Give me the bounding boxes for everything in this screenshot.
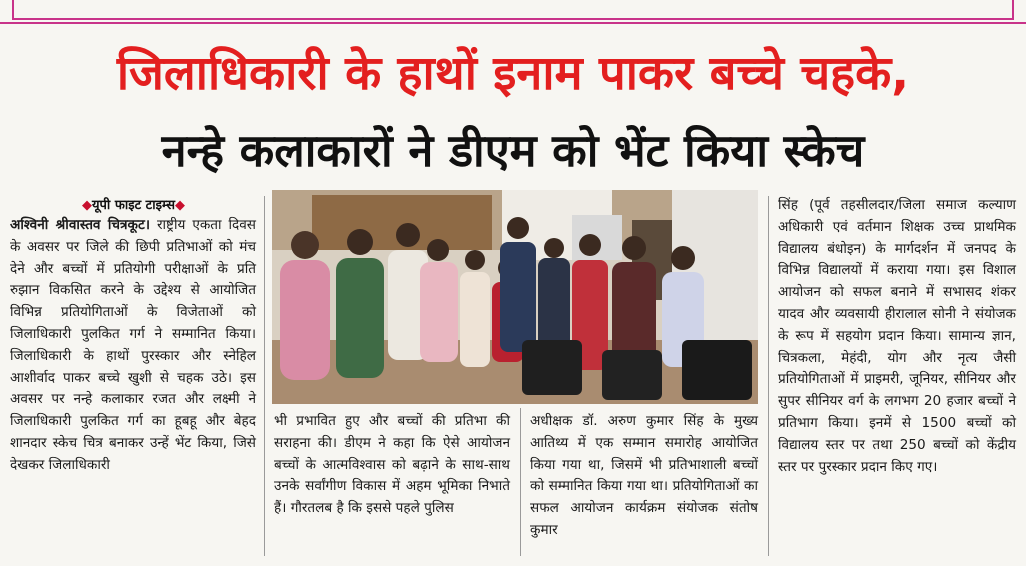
article-column-2 [274, 411, 510, 520]
source-tag [82, 195, 185, 213]
column-1-text: राष्ट्रीय एकता दिवस के अवसर पर जिले की छिपी प्रतिभाओं को मंच देने और बच्चों में प्रतियोगी परीक्षाओं के प्रति रुझान विकसित करने के उद्देश्य से आयोजित विभिन्न प्रतियोगिताओं के विजेताओं को जिलाधिकारी पुलकित गर्ग ने सम्मानित किया। जिलाधिकारी के हाथों पुरस्कार और स्नेहिल आशीर्वाद पाकर बच्चे खुशी से चहक उठे। इस अवसर पर नन्हे कलाकार रजत और लक्ष्मी ने जिलाधिकारी पुलकित गर्ग का हूबहू और बेहद शानदार स्केच चित्र बनाकर उन्हें भेंट किया, जिसे देखकर जिलाधिकारी [10, 217, 256, 473]
top-border-box [12, 0, 1014, 20]
top-border-strip [0, 0, 1026, 24]
column-2-text: भी प्रभावित हुए और बच्चों की प्रतिभा की सराहना की। डीएम ने कहा कि ऐसे आयोजन बच्चों के आत्मविश्वास को बढ़ाने के साथ-साथ उनके सर्वांगीण विकास में अहम भूमिका निभाते हैं। गौरतलब है कि इससे पहले पुलिस [274, 413, 510, 517]
headline-line-1: जिलाधिकारी के हाथों इनाम पाकर बच्चे चहके, [116, 46, 910, 101]
column-4-text: सिंह (पूर्व तहसीलदार/जिला समाज कल्याण अधिकारी एवं वर्तमान शिक्षक उच्च प्राथमिक विद्यालय बंधोइन) के मार्गदर्शन में जनपद के विभिन्न विद्यालयों में कराया गया। इस विशाल आयोजन को सफल बनाने में सभासद शंकर यादव और व्यवसायी हीरालाल सोनी ने संयोजक के रूप में सहयोग प्रदान किया। सामान्य ज्ञान, चित्रकला, मेहंदी, योग और नृत्य जैसी प्रतियोगिताओं में प्राइमरी, जूनियर, सीनियर और सुपर सीनियर वर्ग के लगभग 20 हजार बच्चों ने प्रतिभाग किया। इनमें से 1500 बच्चों को विद्यालय स्तर पर तथा 250 बच्चों को केंद्रीय स्तर पर पुरस्कार प्रदान किए गए। [778, 197, 1016, 475]
column-3-text: अधीक्षक डॉ. अरुण कुमार सिंह के मुख्य आतिथ्य में एक सम्मान समारोह आयोजित किया गया था, जिसमें भी प्रतिभाशाली बच्चों को सम्मानित किया गया था। प्रतियोगिताओं का सफल आयोजन कार्यक्रम संयोजक संतोष कुमार [530, 413, 758, 538]
column-divider [520, 408, 521, 556]
source-tag-text: यूपी फाइट टाइम्स [92, 198, 175, 213]
article-column-1 [10, 215, 256, 477]
column-divider [768, 196, 769, 556]
event-photo [272, 190, 758, 404]
event-photo-illustration [272, 190, 758, 404]
column-divider [264, 196, 265, 556]
diamond-icon: ◆ [82, 198, 92, 213]
author-byline: अश्विनी श्रीवास्तव चित्रकूट। [10, 217, 150, 233]
headline-line-2: नन्हे कलाकारों ने डीएम को भेंट किया स्केच [161, 124, 865, 177]
diamond-icon: ◆ [174, 198, 185, 213]
article-column-4 [778, 195, 1016, 478]
article-column-3 [530, 411, 758, 542]
